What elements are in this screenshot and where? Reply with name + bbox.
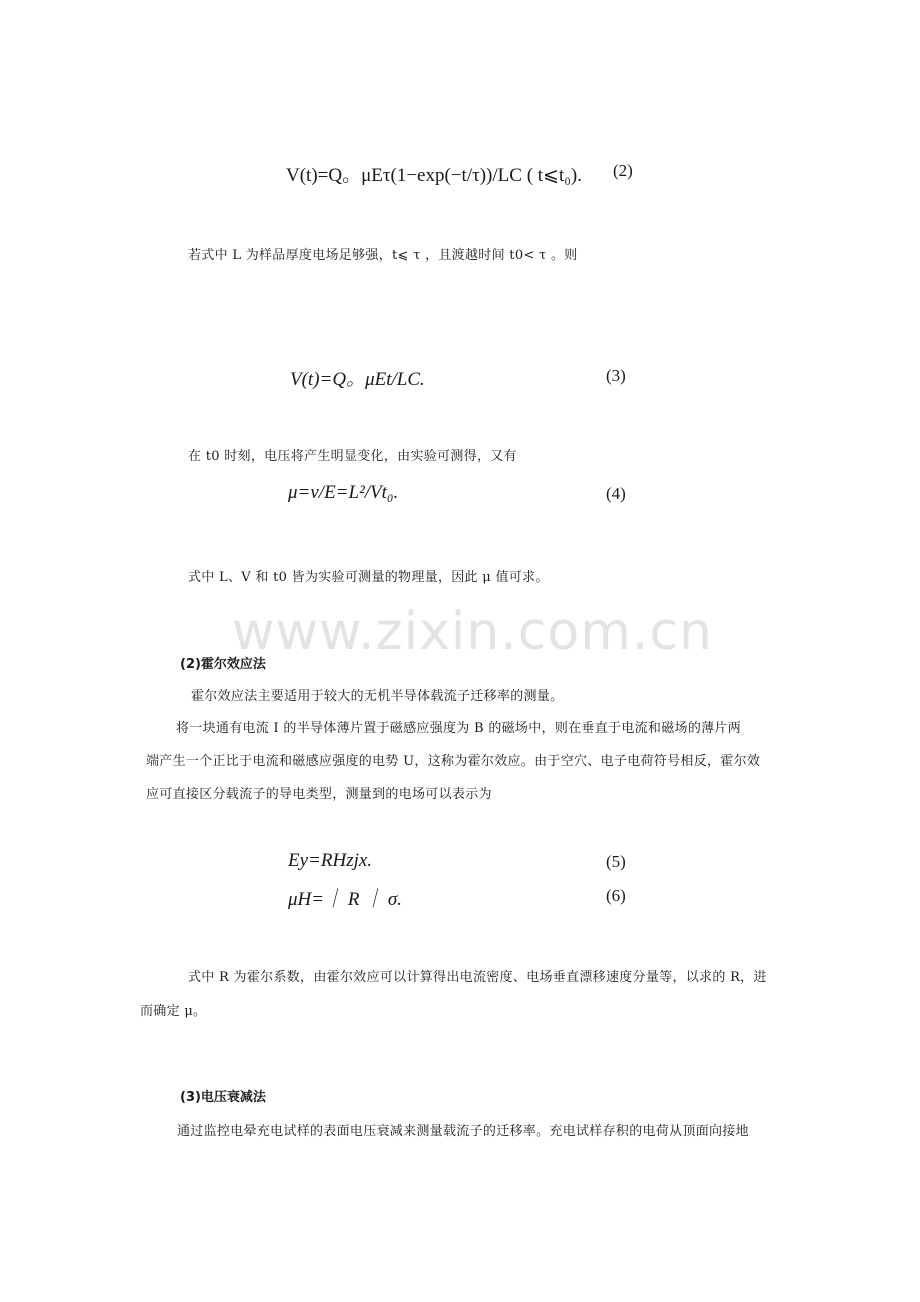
hall-paragraph-line-2: 端产生一个正比于电流和磁感应强度的电势 U，这称为霍尔效应。由于空穴、电子电荷符号相反，霍尔效 [146,754,761,769]
watermark: www.zixin.com.cn [232,602,713,662]
equation-2: V(t)=Q。μEτ(1−exp(−t/τ))/LC ( t⩽t₀). [286,165,582,186]
paragraph-condition: 若式中 L 为样品厚度电场足够强，t⩽ τ ，且渡越时间 t0< τ 。则 [188,248,578,263]
equation-5: Ey=RHzjx. [288,850,373,871]
section-heading-voltage-decay: (3)电压衰减法 [180,1090,266,1105]
voltage-decay-paragraph: 通过监控电晕充电试样的表面电压衰减来测量载流子的迁移率。充电试样存积的电荷从顶面向接地 [177,1124,749,1139]
paragraph-t0: 在 t0 时刻，电压将产生明显变化，由实验可测得，又有 [188,449,517,464]
equation-4: μ=v/E=L²/Vt₀. [288,482,399,503]
paragraph-hall-coefficient-line-2: 而确定 μ。 [140,1004,207,1019]
equation-6-number: (6) [606,886,626,905]
section-heading-hall: (2)霍尔效应法 [180,657,266,672]
paragraph-measurable: 式中 L、V 和 t0 皆为实验可测量的物理量，因此 μ 值可求。 [188,570,549,585]
hall-paragraph-line-1: 将一块通有电流 I 的半导体薄片置于磁感应强度为 B 的磁场中，则在垂直于电流和磁场的薄片两 [176,721,742,736]
equation-4-number: (4) [606,484,626,503]
hall-paragraph-intro: 霍尔效应法主要适用于较大的无机半导体载流子迁移率的测量。 [191,689,564,704]
equation-5-number: (5) [606,852,626,871]
hall-paragraph-line-3: 应可直接区分载流子的导电类型，测量到的电场可以表示为 [146,787,492,802]
equation-2-number: (2) [613,161,633,180]
equation-6: μH=｜ R ｜ σ. [288,889,403,910]
equation-3-number: (3) [606,366,626,385]
paragraph-hall-coefficient-line-1: 式中 R 为霍尔系数，由霍尔效应可以计算得出电流密度、电场垂直漂移速度分量等，以求的 R，进 [188,970,767,985]
equation-3: V(t)=Q。μEt/LC. [290,369,425,390]
